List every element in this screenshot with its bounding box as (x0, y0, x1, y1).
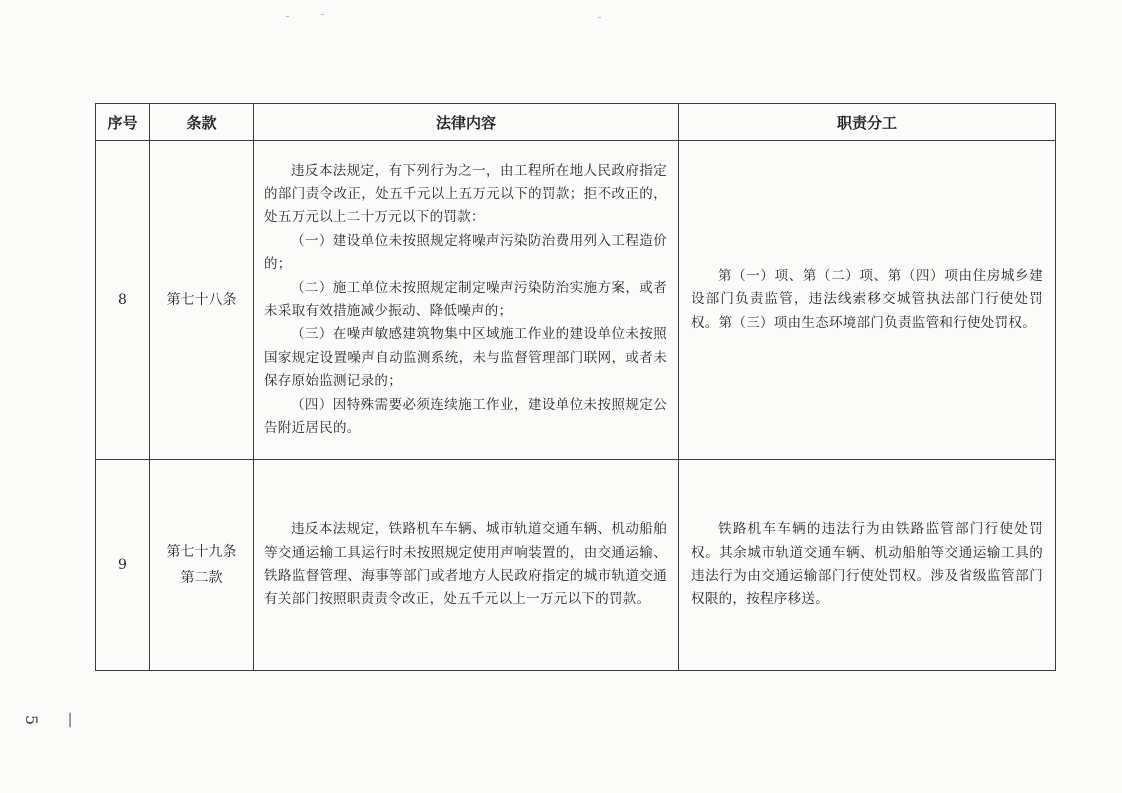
header-clause: 条款 (150, 104, 254, 141)
table-row (96, 460, 1056, 671)
page-number: — 5 (22, 712, 81, 728)
header-number: 序号 (96, 104, 150, 141)
row-content (254, 141, 679, 460)
clause-line: 第七十八条 (166, 292, 237, 308)
header-duty: 职责分工 (679, 104, 1056, 141)
row-content (254, 460, 679, 671)
duty-paragraph: 铁路机车车辆的违法行为由铁路监管部门行使处罚权。其余城市轨道交通车辆、机动船舶等交通运输工具的违法行为由交通运输部门行使处罚权。涉及省级监管部门权限的，按程序移送。 (691, 521, 1043, 608)
header-content: 法律内容 (254, 104, 679, 141)
row-number: 9 (96, 460, 150, 671)
content-paragraph: 违反本法规定，有下列行为之一，由工程所在地人民政府指定的部门责令改正，处五千元以上五万元以下的罚款；拒不改正的，处五万元以上二十万元以下的罚款： (264, 162, 667, 226)
scan-speck (286, 16, 289, 17)
content-paragraph: （一）建设单位未按照规定将噪声污染防治费用列入工程造价的； (264, 232, 667, 273)
row-duty (679, 460, 1056, 671)
row-clause (150, 141, 254, 460)
content-paragraph: （二）施工单位未按照规定制定噪声污染防治实施方案，或者未采取有效措施减少振动、降低噪声的； (264, 279, 667, 319)
scan-speck (321, 14, 324, 15)
clause-line: 第七十九条 (166, 544, 237, 560)
row-number: 8 (96, 141, 150, 460)
table-row (96, 141, 1056, 460)
scan-speck (598, 17, 601, 18)
row-clause (150, 460, 254, 671)
clause-line: 第二款 (180, 570, 223, 586)
table-header-row (96, 104, 1056, 141)
content-paragraph: （四）因特殊需要必须连续施工作业，建设单位未按照规定公告附近居民的。 (264, 396, 667, 437)
content-paragraph: （三）在噪声敏感建筑物集中区域施工作业的建设单位未按照国家规定设置噪声自动监测系统，未与监督管理部门联网，或者未保存原始监测记录的； (264, 326, 667, 390)
regulation-table (95, 103, 1056, 671)
content-paragraph: 违反本法规定，铁路机车车辆、城市轨道交通车辆、机动船舶等交通运输工具运行时未按照规定使用声响装置的，由交通运输、铁路监督管理、海事等部门或者地方人民政府指定的城市轨道交通有关部门按照职责责令改正，处五千元以上一万元以下的罚款。 (264, 521, 667, 608)
duty-paragraph: 第（一）项、第（二）项、第（四）项由住房城乡建设部门负责监管，违法线索移交城管执法部门行使处罚权。第（三）项由生态环境部门负责监管和行使处罚权。 (691, 267, 1043, 331)
row-duty (679, 141, 1056, 460)
